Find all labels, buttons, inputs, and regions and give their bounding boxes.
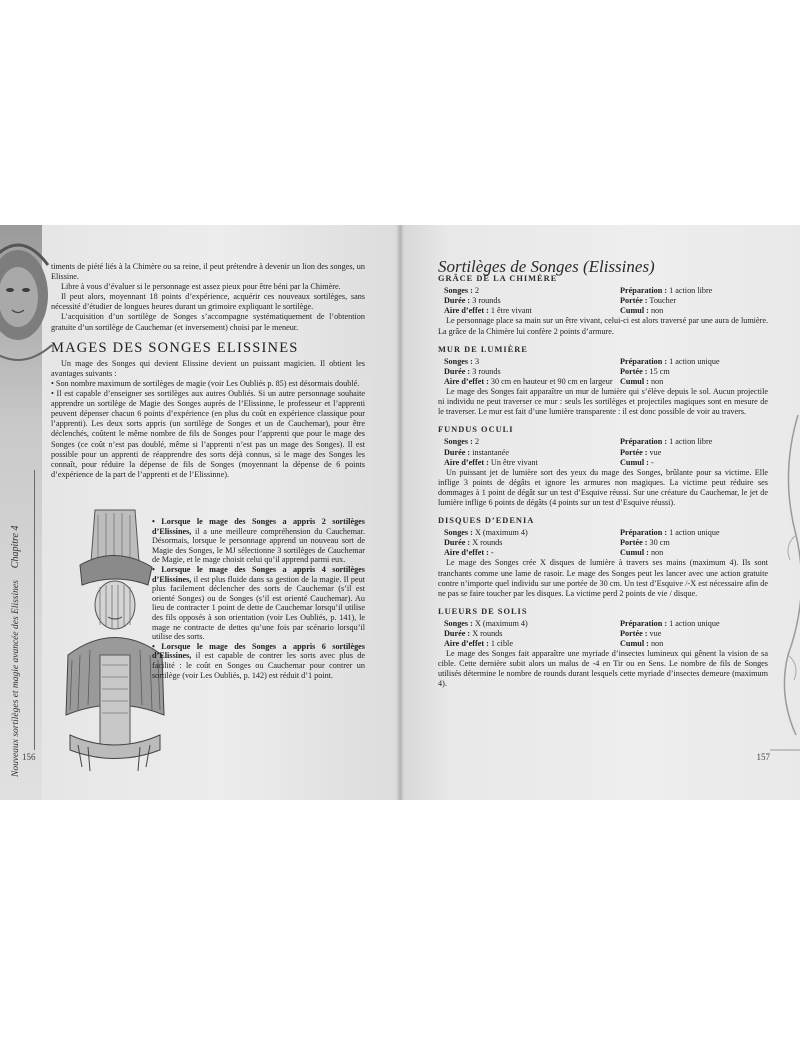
stat-value: 1 être vivant [488, 306, 532, 316]
stat-value: 1 action libre [667, 437, 713, 447]
stat-label: Préparation : [620, 356, 668, 366]
right-page [400, 225, 800, 800]
spell-stat-row [438, 377, 768, 387]
spell-stat-row [438, 296, 768, 306]
page-number: 156 [22, 752, 36, 762]
stat-value: 3 [472, 356, 480, 366]
bullet-text: il est plus fluide dans sa gestion de la magie. Il peut plus facilement déclencher des sorts de Cauchemar (s’il est orienté Songes) ou de Songes (s’il est orienté Cauchemar). Au lieu de contracter 1 point de dette de Cauchemar lorsqu’il utilise des fils opposés à son orientation (voir Les Oubliés, p. 141), le mage ne contracte de dettes qu’une fois par scénario lorsqu’il utilise des sorts. [152, 574, 365, 642]
stat-label: Songes : [444, 437, 473, 447]
spell-stat-row [438, 538, 768, 548]
spell-name: DISQUES D’EDENIA [438, 516, 535, 526]
stat-label: Cumul : [620, 639, 649, 649]
spell-entry [438, 516, 768, 599]
spell-stat-row [438, 306, 768, 316]
stat-value: non [648, 548, 664, 558]
stat-label: Songes : [444, 356, 473, 366]
stat-label: Durée : [444, 447, 471, 457]
bullet-item [152, 517, 365, 565]
book-gutter [396, 225, 404, 800]
spell-entry [438, 607, 768, 690]
stat-label: Portée : [620, 366, 648, 376]
spell-description: Le mage des Songes crée X disques de lumière à travers ses mains (maximum 4). Ils sont tranchants comme une lame de rasoir. Le mage des Songes peut les lancer avec une action gratuite contre n’importe quel individu sur une portée de 30 cm. Un test d’Esquive /-X est nécessaire afin de ne pas se faire toucher par les disques. La victime perd 2 points de vie / disque. [438, 558, 768, 598]
spell-name: LUEURS DE SOLIS [438, 606, 528, 616]
stat-label: Songes : [444, 528, 473, 538]
spell-entry [438, 345, 768, 418]
bullet-lead: • Lorsque le mage des Songes a appris 2 sortilèges d’Elissines, [152, 517, 365, 536]
spell-entry [438, 425, 768, 508]
spell-name: GRÂCE DE LA CHIMÈRE [438, 274, 558, 284]
stat-value: non [648, 306, 664, 316]
bullet-list [152, 517, 365, 680]
stat-value: X rounds [470, 629, 503, 638]
section-heading: MAGES DES SONGES ELISSINES [51, 339, 299, 356]
stat-value: - [648, 457, 654, 467]
stat-value: 1 action unique [667, 618, 720, 628]
stat-value: 30 cm en hauteur et 90 cm en largeur [488, 376, 613, 386]
stat-label: Durée : [444, 366, 471, 376]
bullet-item [152, 642, 365, 680]
stat-value: 1 action libre [667, 286, 713, 296]
spell-name: FUNDUS OCULI [438, 425, 514, 435]
stat-label: Cumul : [620, 376, 649, 386]
stat-value: instantanée [470, 447, 510, 457]
stat-value: X rounds [470, 538, 503, 548]
spell-stat-row [438, 367, 768, 377]
stat-label: Aire d’effet : [444, 548, 489, 558]
stat-label: Durée : [444, 296, 471, 306]
stat-label: Préparation : [620, 437, 668, 447]
side-title-text: Nouveaux sortilèges et magie avancée des Elissines [11, 580, 21, 777]
left-text-column [51, 262, 365, 480]
stat-value: 3 rounds [470, 296, 501, 306]
page-title: Sortilèges de Songes (Elissines) [438, 257, 655, 276]
spell-stat-row [438, 286, 768, 296]
paragraph: Un mage des Songes qui devient Elissine devient un puissant magicien. Il obtient les avantages suivants : [51, 358, 365, 378]
vine-ornament [770, 395, 800, 795]
stat-value: X (maximum 4) [472, 528, 528, 538]
stat-label: Songes : [444, 618, 473, 628]
margin-rule [34, 470, 35, 750]
bullet-lead: • Lorsque le mage des Songes a appris 4 sortilèges d’Elissines, [152, 564, 365, 584]
stat-label: Portée : [620, 296, 648, 306]
page-number: 157 [756, 752, 770, 762]
stat-value: 1 action unique [667, 356, 720, 366]
stat-value: vue [647, 447, 662, 457]
bullet-item [152, 565, 365, 642]
book-spread [0, 225, 800, 800]
stat-label: Cumul : [620, 457, 649, 467]
spell-stat-row [438, 629, 768, 639]
spell-description: Le mage des Songes fait apparaître un mur de lumière qui s’élève depuis le sol. Aucun projectile ni individu ne peut traverser ce mur : seuls les sortilèges et projectiles magiques sont en mesure de le traverser. Le mur est fait d’une lumière transparente : il est donc possible de voir au travers. [438, 387, 768, 417]
paragraph: Libre à vous d’évaluer si le personnage est assez pieux pour être béni par la Chimère. [61, 282, 341, 292]
stat-label: Préparation : [620, 286, 668, 296]
bullet-text: il a une meilleure compréhension du Cauchemar. Désormais, lorsque le personnage apprend un nouveau sort de Magie des Songes, le MJ sélectionne 3 sortilèges de Cauchemar de Magie, et le mage choisit celui qu’il apprend parmi eux. [152, 526, 365, 565]
stat-value: 3 rounds [470, 366, 501, 376]
stat-value: Toucher [647, 296, 677, 306]
left-page [0, 225, 400, 800]
spell-stat-row [438, 639, 768, 649]
stat-label: Songes : [444, 286, 473, 296]
bullet-text: il est capable de contrer les sorts avec plus de facilité : le coût en Songes ou Cauchemar pour contrer un sortilège (voir Les Oubliés, p. 142) est réduit d’1 point. [152, 651, 365, 680]
spell-stat-row [438, 448, 768, 458]
paragraph: L’acquisition d’un sortilège de Songes s’accompagne systématiquement de l’obtention gratuite d’un sortilège de Cauchemar (et inversement) choisi par le meneur. [51, 312, 365, 332]
stat-label: Préparation : [620, 618, 668, 628]
stat-label: Préparation : [620, 528, 668, 538]
stat-label: Aire d’effet : [444, 306, 489, 316]
stat-value: 1 action unique [667, 528, 720, 538]
spell-stat-row [438, 357, 768, 367]
stat-value: - [488, 548, 494, 558]
side-decoration [0, 225, 42, 800]
spell-description: Le personnage place sa main sur un être vivant, celui-ci est alors traversé par une aura de lumière. La grâce de la Chimère lui confère 2 points d’armure. [438, 316, 768, 336]
paragraph: timents de piété liés à la Chimère ou sa reine, il peut prétendre à devenir un lion des songes, un Elissine. [51, 262, 365, 282]
stat-label: Cumul : [620, 548, 649, 558]
stat-value: vue [647, 629, 662, 638]
chapter-label: Chapitre 4 [10, 525, 21, 569]
spell-stat-row [438, 437, 768, 447]
paragraph: • Il est capable d’enseigner ses sortilèges aux autres Oubliés. Si un autre personnage souhaite apprendre un sortilège de Magie des Songes auprès de l’Elissinne, le professeur et l’apprenti peuvent dépenser chacun 6 points d’expérience (en plus du coût en expérience classique pour l’apprenti). Les deux sorts appris (un sortilège de Songes et un de Cauchemar), pour être déclenchés, coûtent le même nombre de fils de Songes pour l’apprenti que pour le mage des Songes (ce coût n’est pas doublé, même si l’apprenti n’est pas un mage des Songes). Il est possible pour un apprenti de réapprendre des sorts déjà connus, si le mage des Songes les connaît, pour réduire la dépense de fils de Songes (moyennant la dépense de 6 points d’expérience de la part de l’apprenti et de l’Elissinne). [51, 389, 365, 479]
stat-value: 1 cible [488, 639, 513, 649]
stat-label: Durée : [444, 629, 471, 638]
stat-label: Aire d’effet : [444, 457, 489, 467]
paragraph: Il peut alors, moyennant 18 points d’expérience, acquérir ces nouveaux sortilèges, sans nécessité d’étudier de longues heures durant un grimoire expliquant le sortilège. [51, 292, 365, 312]
spell-stat-row [438, 528, 768, 538]
stat-label: Portée : [620, 629, 648, 638]
spell-entry [438, 274, 768, 337]
spell-stat-row [438, 548, 768, 558]
stat-label: Portée : [620, 538, 648, 548]
stat-value: 2 [472, 286, 480, 296]
stat-label: Durée : [444, 538, 471, 548]
stat-label: Aire d’effet : [444, 639, 489, 649]
stat-label: Aire d’effet : [444, 376, 489, 386]
stat-value: non [648, 376, 664, 386]
stat-value: non [648, 639, 664, 649]
stat-value: Un être vivant [488, 457, 538, 467]
spell-description: Un puissant jet de lumière sort des yeux du mage des Songes, brûlante pour sa victime. Elle inflige 3 points de dégâts et ignore les armures non magiques. La victime peut réduire ses dommages à 1 point de dégât sur un test d’Esquive réussi. Sur une créature du Cauchemar, le jet de lumière inflige 6 points de dégâts (4 points sur un test d’Esquive réussi). [438, 467, 768, 507]
spell-stat-row [438, 458, 768, 468]
right-text-column [438, 257, 768, 698]
stat-value: 2 [472, 437, 480, 447]
spell-name: MUR DE LUMIÈRE [438, 344, 528, 354]
stat-label: Portée : [620, 447, 648, 457]
stat-value: X (maximum 4) [472, 618, 528, 628]
stat-value: 15 cm [647, 366, 670, 376]
bullet-lead: • Lorsque le mage des Songes a appris 6 sortilèges d’Elissines, [152, 641, 365, 661]
paragraph: • Son nombre maximum de sortilèges de magie (voir Les Oubliés p. 85) est désormais doublé. [51, 378, 360, 388]
spell-description: Le mage des Songes fait apparaître une myriade d’insectes lumineux qui gênent la vision de sa cible. Cette dernière subit alors un malus de -4 en Tir ou en Sens. Le nombre de fils de Songes utilisés détermine le nombre de rounds durant lesquels cette myriade d’insectes demeure (maximum 4). [438, 649, 768, 689]
stat-value: 30 cm [647, 538, 670, 548]
spell-stat-row [438, 619, 768, 629]
stat-label: Cumul : [620, 306, 649, 316]
